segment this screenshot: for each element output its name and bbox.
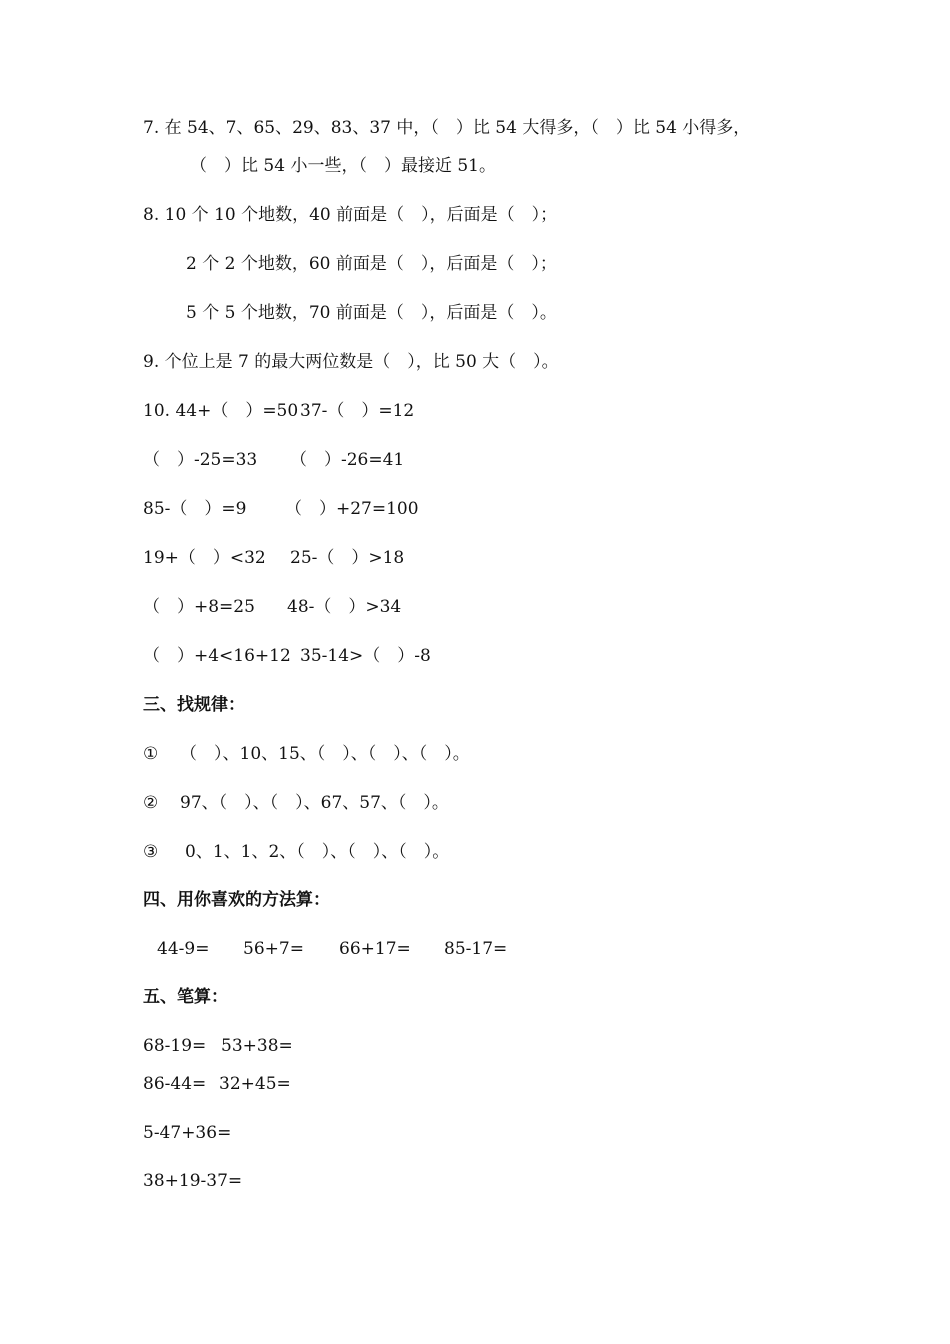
q10-row-3-right: （ ）+27=100	[285, 499, 419, 519]
q9-line: 9. 个位上是 7 的最大两位数是（ ），比 50 大（ ）。	[143, 352, 559, 372]
calc-item-1: 44-9=	[157, 939, 210, 959]
q10-row-5-right: 48-（ ）>34	[287, 597, 402, 617]
written-calc-5: 5-47+36=	[143, 1123, 232, 1143]
q10-row-6-right: 35-14>（ ）-8	[300, 646, 431, 666]
pattern-1-number: ①	[143, 744, 159, 764]
q7-line-1: 7. 在 54、7、65、29、83、37 中，（ ）比 54 大得多，（ ）比 54 小得多，	[143, 118, 751, 138]
q10-row-2-left: （ ）-25=33	[143, 450, 258, 470]
calc-item-3: 66+17=	[339, 939, 411, 959]
q10-row-1-left: 10. 44+（ ）=50	[143, 401, 299, 421]
calc-item-4: 85-17=	[444, 939, 508, 959]
written-calc-1: 68-19=	[143, 1036, 207, 1056]
q8-line-1: 8. 10 个 10 个地数，40 前面是（ ），后面是（ ）；	[143, 205, 558, 225]
section-4-title: 四、用你喜欢的方法算：	[143, 890, 330, 910]
q10-row-1-right: 37-（ ）=12	[300, 401, 415, 421]
q10-row-6-left: （ ）+4<16+12	[143, 646, 291, 666]
section-3-title: 三、找规律：	[143, 695, 245, 715]
q10-row-3-left: 85-（ ）=9	[143, 499, 247, 519]
pattern-1-text: （ ）、10、15、（ ）、（ ）、（ ）。	[180, 744, 470, 764]
pattern-2-text: 97、（ ）、（ ）、67、57、（ ）。	[180, 793, 449, 813]
written-calc-6: 38+19-37=	[143, 1171, 243, 1191]
q7-line-2: （ ）比 54 小一些，（ ）最接近 51。	[190, 156, 496, 176]
q8-line-3: 5 个 5 个地数，70 前面是（ ），后面是（ ）。	[186, 303, 557, 323]
pattern-2-number: ②	[143, 793, 159, 813]
q10-row-2-right: （ ）-26=41	[290, 450, 405, 470]
q10-row-4-right: 25-（ ）>18	[290, 548, 405, 568]
written-calc-3: 86-44=	[143, 1074, 207, 1094]
calc-item-2: 56+7=	[243, 939, 304, 959]
q10-row-4-left: 19+（ ）<32	[143, 548, 266, 568]
pattern-3-text: 0、1、1、2、（ ）、（ ）、（ ）。	[185, 842, 450, 862]
section-5-title: 五、笔算：	[143, 987, 228, 1007]
q8-line-2: 2 个 2 个地数，60 前面是（ ），后面是（ ）；	[186, 254, 557, 274]
written-calc-2: 53+38=	[221, 1036, 293, 1056]
written-calc-4: 32+45=	[219, 1074, 291, 1094]
pattern-3-number: ③	[143, 842, 159, 862]
q10-row-5-left: （ ）+8=25	[143, 597, 255, 617]
